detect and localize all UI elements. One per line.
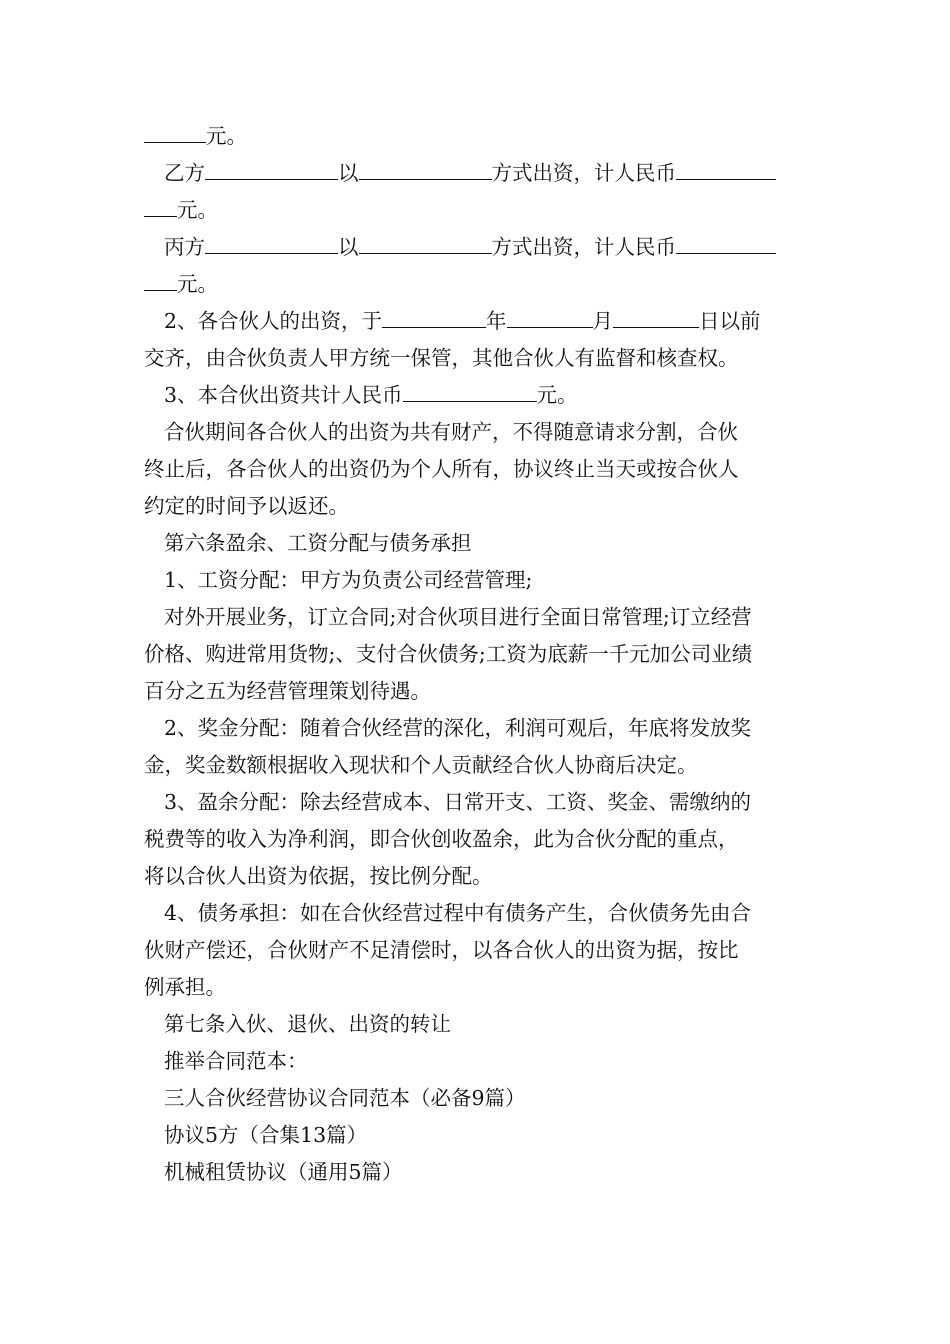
- fill-blank: [676, 230, 776, 254]
- text-line: 将以合伙人出资为依据，按比例分配。: [144, 864, 493, 888]
- text-line: [144, 192, 808, 229]
- text-line: 金，奖金数额根据收入现状和个人贡献经合伙人协商后决定。: [144, 753, 698, 777]
- text-line: [144, 377, 808, 414]
- text-line: 例承担。: [144, 975, 226, 999]
- text-line: 价格、购进常用货物;、支付合伙债务;工资为底薪一千元加公司业绩: [144, 642, 753, 666]
- line-text: 元。: [536, 383, 578, 407]
- text-line: 伙财产偿还，合伙财产不足清偿时，以各合伙人的出资为据，按比: [144, 938, 739, 962]
- text-line: 交齐，由合伙负责人甲方统一保管，其他合伙人有监督和核查权。: [144, 346, 739, 370]
- fill-blank: [359, 230, 492, 254]
- fill-blank: [613, 304, 699, 328]
- text-line: [144, 303, 808, 340]
- recommend-link[interactable]: 协议5方（合集13篇）: [164, 1123, 368, 1147]
- line-text: 日以前: [699, 309, 761, 333]
- fill-blank: [403, 378, 537, 402]
- text-line: [144, 155, 808, 192]
- text-line: 约定的时间予以返还。: [144, 494, 349, 518]
- fill-blank: [382, 304, 486, 328]
- document-page: [144, 118, 808, 1191]
- text-line: [144, 118, 808, 155]
- fill-blank: [144, 193, 177, 217]
- fill-blank: [144, 119, 206, 143]
- line-text: 月: [592, 309, 614, 333]
- line-text: 2、各合伙人的出资，于: [164, 309, 383, 333]
- fill-blank: [205, 230, 338, 254]
- text-line: 2、奖金分配：随着合伙经营的深化，利润可观后，年底将发放奖: [164, 716, 752, 740]
- fill-blank: [144, 267, 177, 291]
- text-line: [144, 266, 808, 303]
- line-text: 方式出资，计人民币: [491, 235, 676, 259]
- recommend-heading: 推举合同范本：: [164, 1049, 308, 1073]
- line-text: 以: [338, 161, 359, 185]
- line-text: 元。: [206, 124, 247, 148]
- recommend-link[interactable]: 机械租赁协议（通用5篇）: [164, 1160, 403, 1184]
- text-line: [144, 229, 808, 266]
- recommend-link[interactable]: 三人合伙经营协议合同范本（必备9篇）: [164, 1086, 526, 1110]
- line-text: 3、本合伙出资共计人民币: [164, 383, 403, 407]
- line-text: 乙方: [164, 161, 205, 185]
- line-text: 年: [486, 309, 507, 333]
- line-text: 以: [338, 235, 359, 259]
- text-line: 4、债务承担：如在合伙经营过程中有债务产生，合伙债务先由合: [164, 901, 752, 925]
- section-heading: 第七条入伙、退伙、出资的转让: [164, 1012, 451, 1036]
- text-line: 合伙期间各合伙人的出资为共有财产，不得随意请求分割，合伙: [164, 420, 738, 444]
- fill-blank: [359, 156, 492, 180]
- line-text: 方式出资，计人民币: [491, 161, 676, 185]
- fill-blank: [676, 156, 776, 180]
- section-heading: 第六条盈余、工资分配与债务承担: [164, 531, 472, 555]
- line-text: 丙方: [164, 235, 205, 259]
- fill-blank: [507, 304, 593, 328]
- line-text: 元。: [177, 272, 218, 296]
- line-text: 元。: [177, 198, 218, 222]
- text-line: 税费等的收入为净利润，即合伙创收盈余，此为合伙分配的重点，: [144, 827, 739, 851]
- fill-blank: [205, 156, 338, 180]
- text-line: 1、工资分配：甲方为负责公司经营管理;: [164, 568, 533, 592]
- text-line: 百分之五为经营管理策划待遇。: [144, 679, 431, 703]
- text-line: 对外开展业务，订立合同;对合伙项目进行全面日常管理;订立经营: [164, 605, 752, 629]
- text-line: 终止后，各合伙人的出资仍为个人所有，协议终止当天或按合伙人: [144, 457, 739, 481]
- text-line: 3、盈余分配：除去经营成本、日常开支、工资、奖金、需缴纳的: [164, 790, 752, 814]
